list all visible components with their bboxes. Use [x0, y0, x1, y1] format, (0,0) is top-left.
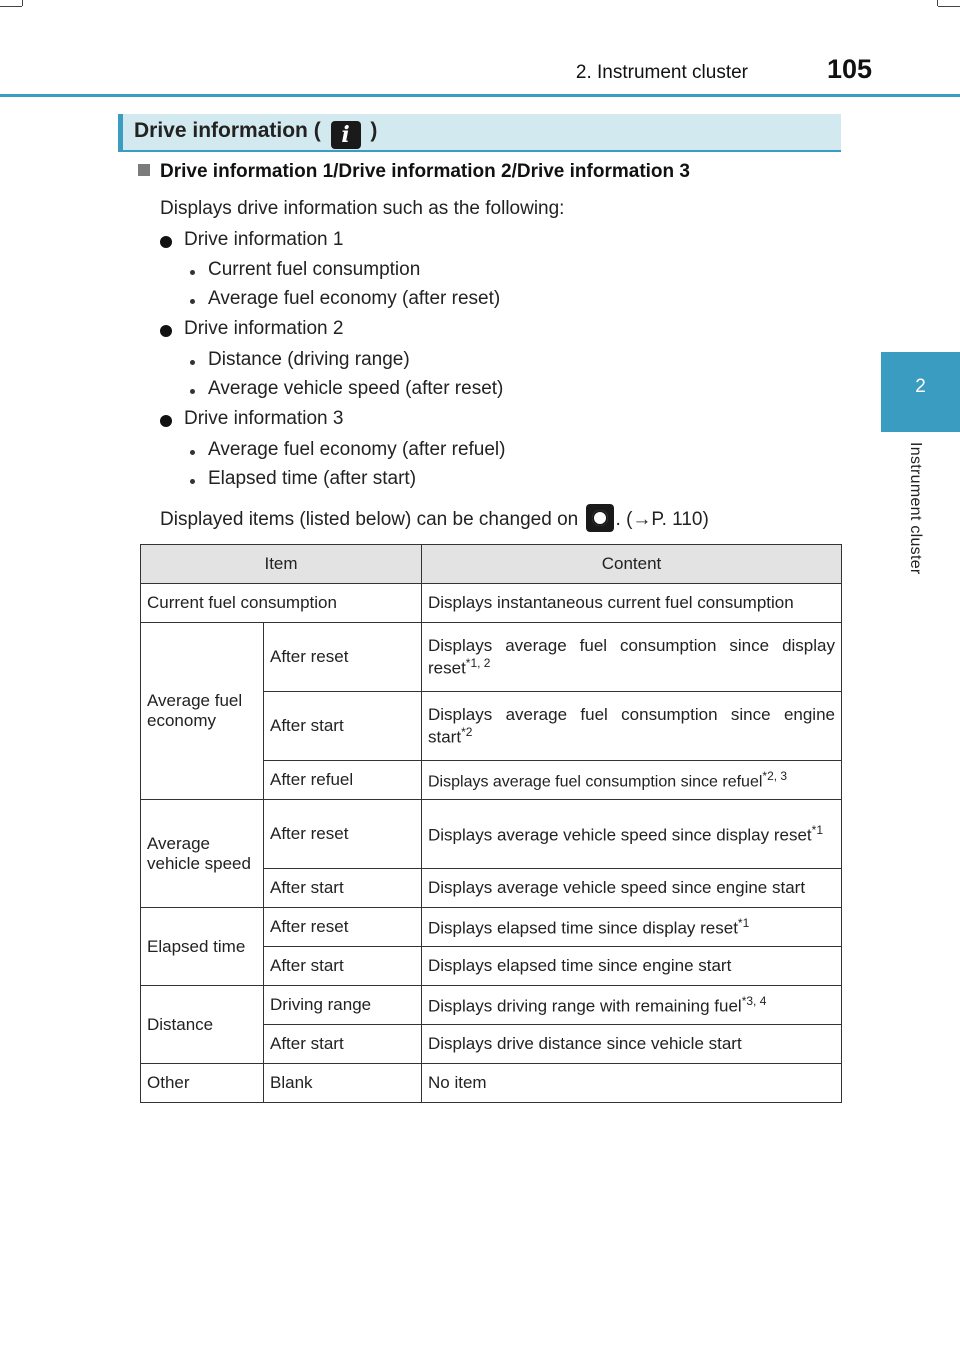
row-item: Average fuel economy — [141, 623, 264, 800]
row-sub-item: After reset — [264, 623, 422, 692]
row-sub-item: Blank — [264, 1064, 422, 1103]
group-item: Average fuel economy (after refuel) — [208, 439, 506, 460]
sub-bullet-icon — [190, 450, 195, 455]
changeable-text-start: Displayed items (listed below) can be changed on — [160, 509, 579, 530]
header-content: Content — [422, 545, 842, 584]
sub-bullet-icon — [190, 479, 195, 484]
row-item: Distance — [141, 986, 264, 1064]
changeable-note — [160, 504, 709, 532]
subheading-text: Drive information 1/Drive information 2/Drive information 3 — [160, 161, 690, 182]
group-label: Drive information 2 — [184, 318, 344, 339]
content-text: Displays average fuel consumption since engine start — [428, 704, 835, 747]
footnote-ref: *2, 3 — [762, 768, 788, 783]
table-row — [141, 1064, 842, 1103]
sub-bullet-icon — [190, 299, 195, 304]
info-icon: i — [331, 121, 361, 149]
page-number: 105 — [826, 54, 872, 84]
row-item: Elapsed time — [141, 908, 264, 986]
bullet-icon — [160, 325, 172, 337]
chapter-tab[interactable] — [881, 352, 960, 432]
bullet-icon — [160, 415, 172, 427]
subheading — [138, 161, 690, 183]
row-sub-item: After start — [264, 1025, 422, 1064]
table-row — [141, 986, 842, 1025]
group-item: Elapsed time (after start) — [208, 468, 417, 489]
heading-text-start: Drive information ( — [134, 119, 321, 142]
bullet-icon — [160, 236, 172, 248]
table-row — [141, 800, 842, 869]
row-sub-item: After refuel — [264, 761, 422, 800]
row-content — [422, 692, 842, 761]
row-content: No item — [422, 1064, 842, 1103]
table-header-row — [141, 545, 842, 584]
section-title-bar — [118, 114, 841, 150]
row-sub-item: After reset — [264, 800, 422, 869]
row-content: Displays instantaneous current fuel consumption — [422, 584, 842, 623]
intro-text: Displays drive information such as the following: — [160, 198, 565, 219]
group-item: Current fuel consumption — [208, 259, 421, 280]
footnote-ref: *1 — [811, 822, 823, 837]
title-underline — [118, 150, 841, 152]
page-reference-link[interactable]: . (→P. 110) — [615, 509, 709, 530]
table-row — [141, 623, 842, 692]
row-item: Average vehicle speed — [141, 800, 264, 908]
heading-text-end: ) — [370, 119, 378, 142]
section-title: 2. Instrument cluster — [575, 62, 748, 83]
sub-bullet-icon — [190, 360, 195, 365]
content-text: Displays elapsed time since display reset — [428, 918, 738, 938]
group-item: Average vehicle speed (after reset) — [208, 378, 504, 399]
sub-bullet-icon — [190, 270, 195, 275]
title-accent — [118, 114, 123, 150]
chapter-label-text: Instrument cluster — [907, 442, 924, 575]
row-content — [422, 986, 842, 1025]
section-heading — [134, 119, 377, 149]
group-item: Distance (driving range) — [208, 349, 410, 370]
chapter-side-label — [866, 442, 946, 612]
group-label: Drive information 1 — [184, 229, 344, 250]
row-content: Displays average vehicle speed since engine start — [422, 869, 842, 908]
group-item: Average fuel economy (after reset) — [208, 288, 501, 309]
row-item: Current fuel consumption — [141, 584, 422, 623]
row-content — [422, 761, 842, 800]
content-text: Displays average fuel consumption since refuel — [428, 773, 763, 791]
footnote-ref: *2 — [461, 724, 473, 739]
row-sub-item: After start — [264, 947, 422, 986]
table-row — [141, 908, 842, 947]
content-text: Displays average vehicle speed since display reset — [428, 825, 812, 845]
footnote-ref: *1, 2 — [465, 655, 491, 670]
row-content — [422, 800, 842, 869]
row-content — [422, 908, 842, 947]
header-item: Item — [141, 545, 422, 584]
page-header — [0, 0, 960, 100]
row-sub-item: After start — [264, 869, 422, 908]
sub-bullet-icon — [190, 389, 195, 394]
header-rule — [0, 94, 960, 97]
drive-info-table — [140, 544, 842, 1103]
square-bullet-icon — [138, 164, 150, 176]
row-content: Displays drive distance since vehicle start — [422, 1025, 842, 1064]
content-text: Displays driving range with remaining fuel — [428, 996, 742, 1016]
row-sub-item: Driving range — [264, 986, 422, 1025]
row-item: Other — [141, 1064, 264, 1103]
table-row — [141, 584, 842, 623]
gear-icon — [586, 504, 614, 532]
footnote-ref: *3, 4 — [741, 993, 767, 1008]
content-text: Displays average fuel consumption since display reset — [428, 635, 835, 678]
row-content — [422, 623, 842, 692]
row-sub-item: After reset — [264, 908, 422, 947]
footnote-ref: *1 — [737, 915, 750, 930]
row-content: Displays elapsed time since engine start — [422, 947, 842, 986]
chapter-number: 2 — [915, 376, 926, 397]
row-sub-item: After start — [264, 692, 422, 761]
group-label: Drive information 3 — [184, 408, 344, 429]
